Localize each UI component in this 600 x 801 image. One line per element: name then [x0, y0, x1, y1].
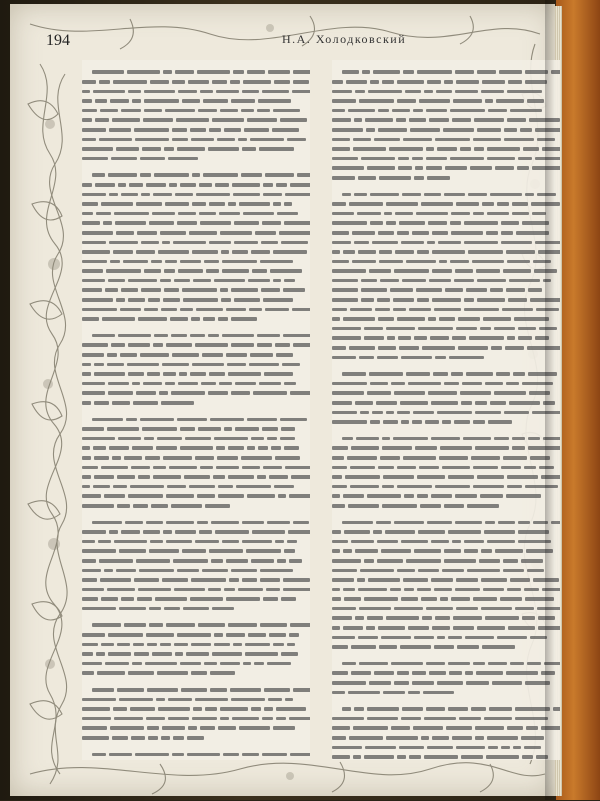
text-line [82, 398, 310, 408]
text-line [332, 733, 560, 743]
text-line [82, 704, 310, 714]
text-line [82, 275, 310, 285]
text-line [82, 208, 310, 218]
text-line [82, 285, 310, 295]
text-line [332, 77, 560, 87]
text-line [332, 491, 560, 501]
text-line [82, 340, 310, 350]
text-line [82, 594, 310, 604]
text-line [82, 501, 310, 511]
book-page [10, 4, 555, 796]
text-line [82, 733, 310, 743]
text-line [82, 237, 310, 247]
text-line [82, 723, 310, 733]
text-line [332, 623, 560, 633]
text-line [332, 613, 560, 623]
text-line [82, 266, 310, 276]
text-line [332, 218, 560, 228]
text-line [332, 378, 560, 388]
text-line [82, 517, 310, 527]
text-line [82, 749, 310, 759]
text-line [332, 343, 560, 353]
text-line [332, 462, 560, 472]
text-line [82, 668, 310, 678]
text-line [82, 639, 310, 649]
text-line [332, 352, 560, 362]
text-line [82, 105, 310, 115]
text-line [82, 694, 310, 704]
text-line [82, 630, 310, 640]
text-line [332, 565, 560, 575]
text-line [332, 285, 560, 295]
text-line [82, 759, 310, 760]
text-line [82, 472, 310, 482]
text-line [332, 115, 560, 125]
text-line [332, 481, 560, 491]
text-line [82, 481, 310, 491]
text-line [82, 491, 310, 501]
text-line [82, 443, 310, 453]
text-line [82, 369, 310, 379]
text-line [332, 472, 560, 482]
text-line [332, 144, 560, 154]
text-line [332, 642, 560, 652]
text-line [332, 575, 560, 585]
text-line [82, 96, 310, 106]
text-line [332, 453, 560, 463]
text-line [82, 77, 310, 87]
text-line [82, 575, 310, 585]
text-line [332, 256, 560, 266]
text-line [82, 170, 310, 180]
text-line [82, 378, 310, 388]
text-line [82, 462, 310, 472]
text-line [82, 218, 310, 228]
text-line [332, 105, 560, 115]
text-line [82, 584, 310, 594]
text-line [332, 304, 560, 314]
text-line [332, 603, 560, 613]
text-line [82, 256, 310, 266]
text-line [332, 67, 560, 77]
text-line [332, 314, 560, 324]
text-line [82, 67, 310, 77]
text-line [82, 620, 310, 630]
text-line [332, 388, 560, 398]
text-line [332, 153, 560, 163]
text-line [82, 125, 310, 135]
text-line [82, 228, 310, 238]
text-line [332, 742, 560, 752]
text-line [332, 443, 560, 453]
text-line [332, 632, 560, 642]
text-line [82, 453, 310, 463]
text-line [332, 237, 560, 247]
text-line [82, 388, 310, 398]
text-line [332, 163, 560, 173]
text-line [82, 295, 310, 305]
text-line [82, 153, 310, 163]
text-line [332, 678, 560, 688]
text-line [82, 359, 310, 369]
text-line [332, 266, 560, 276]
text-line [82, 314, 310, 324]
text-line [82, 134, 310, 144]
text-line [332, 704, 560, 714]
text-line [332, 417, 560, 427]
text-line [82, 115, 310, 125]
text-line [332, 247, 560, 257]
text-line [332, 125, 560, 135]
text-line [82, 189, 310, 199]
text-line [332, 501, 560, 511]
text-line [332, 713, 560, 723]
text-line [332, 199, 560, 209]
text-line [82, 658, 310, 668]
text-line [332, 323, 560, 333]
text-column-left [82, 60, 310, 760]
text-line [332, 173, 560, 183]
text-line [82, 199, 310, 209]
text-line [82, 350, 310, 360]
text-line [332, 295, 560, 305]
text-line [82, 144, 310, 154]
text-line [82, 649, 310, 659]
text-line [332, 228, 560, 238]
text-line [332, 86, 560, 96]
text-line [332, 668, 560, 678]
text-line [332, 275, 560, 285]
text-line [82, 565, 310, 575]
text-line [332, 556, 560, 566]
text-line [82, 546, 310, 556]
text-column-right [332, 60, 560, 760]
text-line [332, 407, 560, 417]
text-line [82, 330, 310, 340]
text-line [332, 752, 560, 760]
text-line [82, 685, 310, 695]
page-number: 194 [46, 32, 70, 49]
text-line [332, 594, 560, 604]
text-line [82, 556, 310, 566]
text-line [332, 517, 560, 527]
spine-shadow [545, 0, 555, 800]
text-line [332, 134, 560, 144]
text-line [332, 189, 560, 199]
text-line [82, 414, 310, 424]
text-line [332, 96, 560, 106]
text-line [82, 86, 310, 96]
text-line [332, 208, 560, 218]
page-header [32, 30, 532, 52]
text-line [332, 369, 560, 379]
text-line [332, 536, 560, 546]
text-line [332, 433, 560, 443]
text-line [332, 723, 560, 733]
text-line [332, 527, 560, 537]
text-line [82, 433, 310, 443]
text-line [82, 180, 310, 190]
running-head: Н.А. Холодковский [282, 32, 407, 46]
text-line [82, 304, 310, 314]
text-line [332, 333, 560, 343]
text-line [82, 713, 310, 723]
text-line [82, 424, 310, 434]
text-line [82, 603, 310, 613]
text-line [332, 658, 560, 668]
text-line [82, 536, 310, 546]
book-cover [556, 0, 600, 800]
text-line [332, 546, 560, 556]
text-line [332, 687, 560, 697]
text-line [82, 247, 310, 257]
text-line [82, 527, 310, 537]
text-line [332, 398, 560, 408]
text-line [332, 584, 560, 594]
